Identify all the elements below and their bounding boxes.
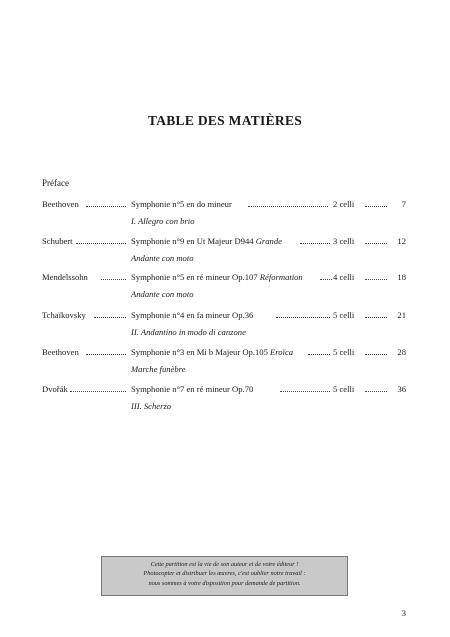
toc-entry xyxy=(0,272,450,312)
dot-leader xyxy=(70,391,126,392)
toc-entry xyxy=(0,236,450,276)
dot-leader xyxy=(94,317,126,318)
copyright-notice xyxy=(101,556,348,596)
work-title: Symphonie n°5 en ré mineur Op.107 Réformation xyxy=(131,272,303,282)
preface-entry: Préface xyxy=(42,178,69,188)
cello-count: 5 celli xyxy=(333,310,355,320)
notice-line: Photocopier et distribuer les œuvres, c'est oublier notre travail : xyxy=(143,570,306,578)
page-ref: 36 xyxy=(397,384,406,394)
dot-leader xyxy=(308,354,330,355)
dot-leader xyxy=(300,243,330,244)
toc-entry xyxy=(0,347,450,387)
movement-title: Andante con moto xyxy=(131,289,194,299)
toc-title: TABLE DES MATIÈRES xyxy=(147,113,303,128)
dot-leader xyxy=(101,279,126,280)
dot-leader xyxy=(365,206,387,207)
work-title: Symphonie n°7 en ré mineur Op.70 xyxy=(131,384,254,394)
dot-leader xyxy=(365,279,387,280)
dot-leader xyxy=(365,243,387,244)
dot-leader xyxy=(86,354,126,355)
dot-leader xyxy=(280,391,330,392)
movement-title: Andante con moto xyxy=(131,253,194,263)
composer-name: Beethoven xyxy=(42,199,79,209)
work-title: Symphonie n°4 en fa mineur Op.36 xyxy=(131,310,254,320)
dot-leader xyxy=(76,243,126,244)
composer-name: Beethoven xyxy=(42,347,79,357)
work-title: Symphonie n°5 en do mineur xyxy=(131,199,232,209)
notice-line: Cette partition est la vie de son auteur et de votre éditeur ! xyxy=(150,561,299,568)
dot-leader xyxy=(365,391,387,392)
dot-leader xyxy=(248,206,328,207)
cello-count: 5 celli xyxy=(333,384,355,394)
cello-count: 3 celli xyxy=(333,236,355,246)
dot-leader xyxy=(276,317,330,318)
notice-line: nous sommes à votre disposition pour demande de partition. xyxy=(148,579,301,587)
movement-title: II. Andantino in modo di canzone xyxy=(131,327,246,337)
movement-title: III. Scherzo xyxy=(131,401,172,411)
work-title: Symphonie n°9 en Ut Majeur D944 Grande xyxy=(131,236,282,246)
page-ref: 21 xyxy=(397,310,406,320)
composer-name: Schubert xyxy=(42,236,73,246)
cello-count: 4 celli xyxy=(333,272,355,282)
dot-leader xyxy=(86,206,126,207)
cello-count: 2 celli xyxy=(333,199,355,209)
page-ref: 7 xyxy=(401,199,406,209)
movement-title: Marche funèbre xyxy=(131,364,186,374)
toc-entry xyxy=(0,199,450,239)
composer-name: Dvořák xyxy=(42,384,68,394)
composer-name: Tchaïkovsky xyxy=(42,310,86,320)
page-number: 3 xyxy=(401,608,406,618)
toc-entry xyxy=(0,384,450,424)
toc-entry xyxy=(0,310,450,350)
movement-title: I. Allegro con brio xyxy=(131,216,195,226)
dot-leader xyxy=(320,279,332,280)
dot-leader xyxy=(365,317,387,318)
cello-count: 5 celli xyxy=(333,347,355,357)
dot-leader xyxy=(365,354,387,355)
composer-name: Mendelssohn xyxy=(42,272,88,282)
page-ref: 18 xyxy=(397,272,406,282)
page-ref: 12 xyxy=(397,236,406,246)
page-ref: 28 xyxy=(397,347,406,357)
work-title: Symphonie n°3 en Mi b Majeur Op.105 Eroïca xyxy=(131,347,294,357)
